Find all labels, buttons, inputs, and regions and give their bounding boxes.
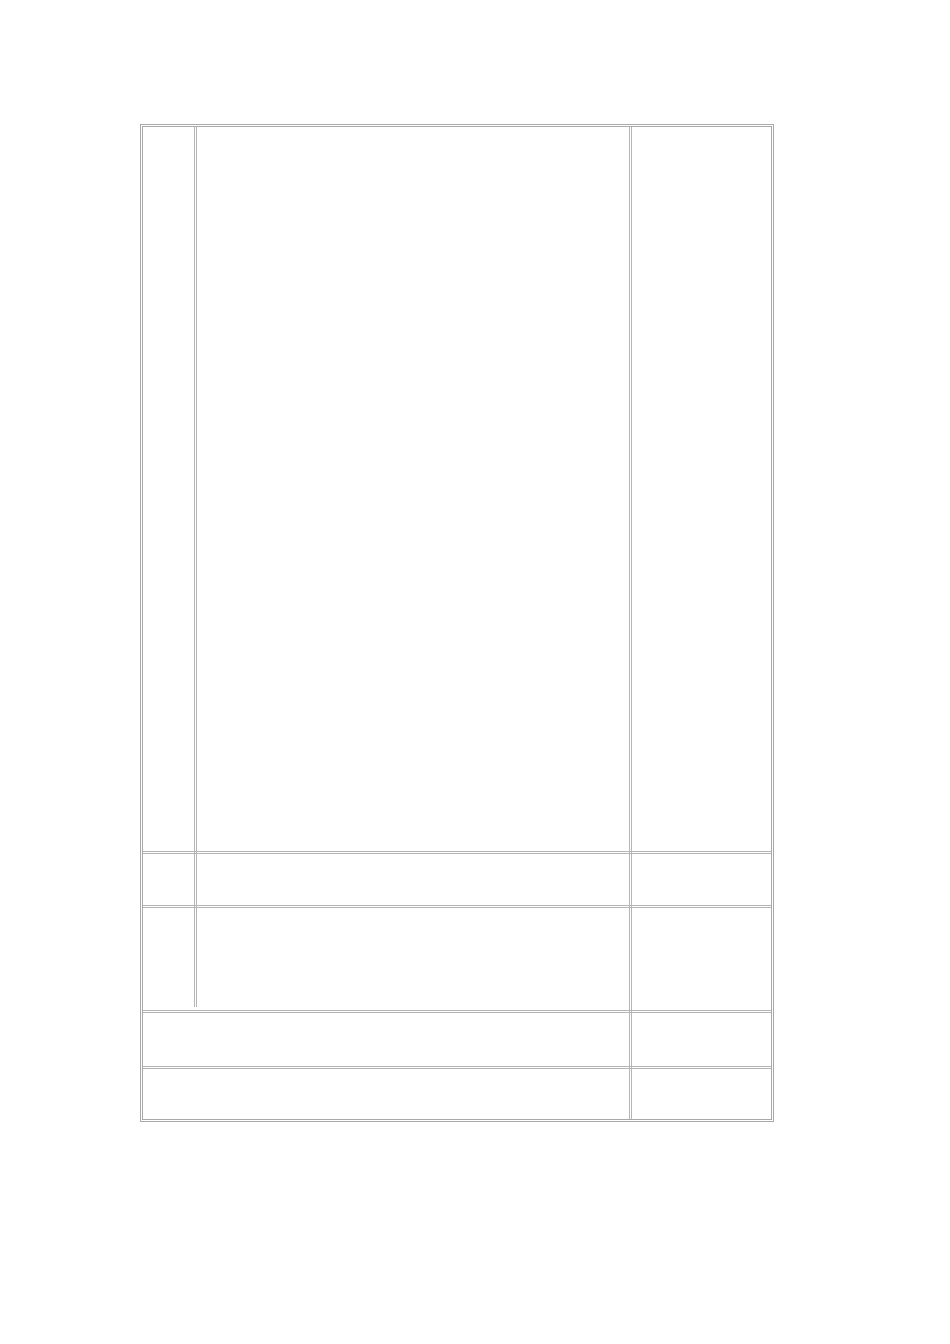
row-divider-3	[143, 1010, 771, 1013]
row-divider-1	[143, 851, 771, 854]
lesson-plan-table	[140, 124, 774, 1122]
column-divider-left	[194, 127, 197, 1007]
row-divider-4	[143, 1066, 771, 1069]
row-divider-2	[143, 905, 771, 908]
column-divider-right	[629, 127, 632, 1119]
